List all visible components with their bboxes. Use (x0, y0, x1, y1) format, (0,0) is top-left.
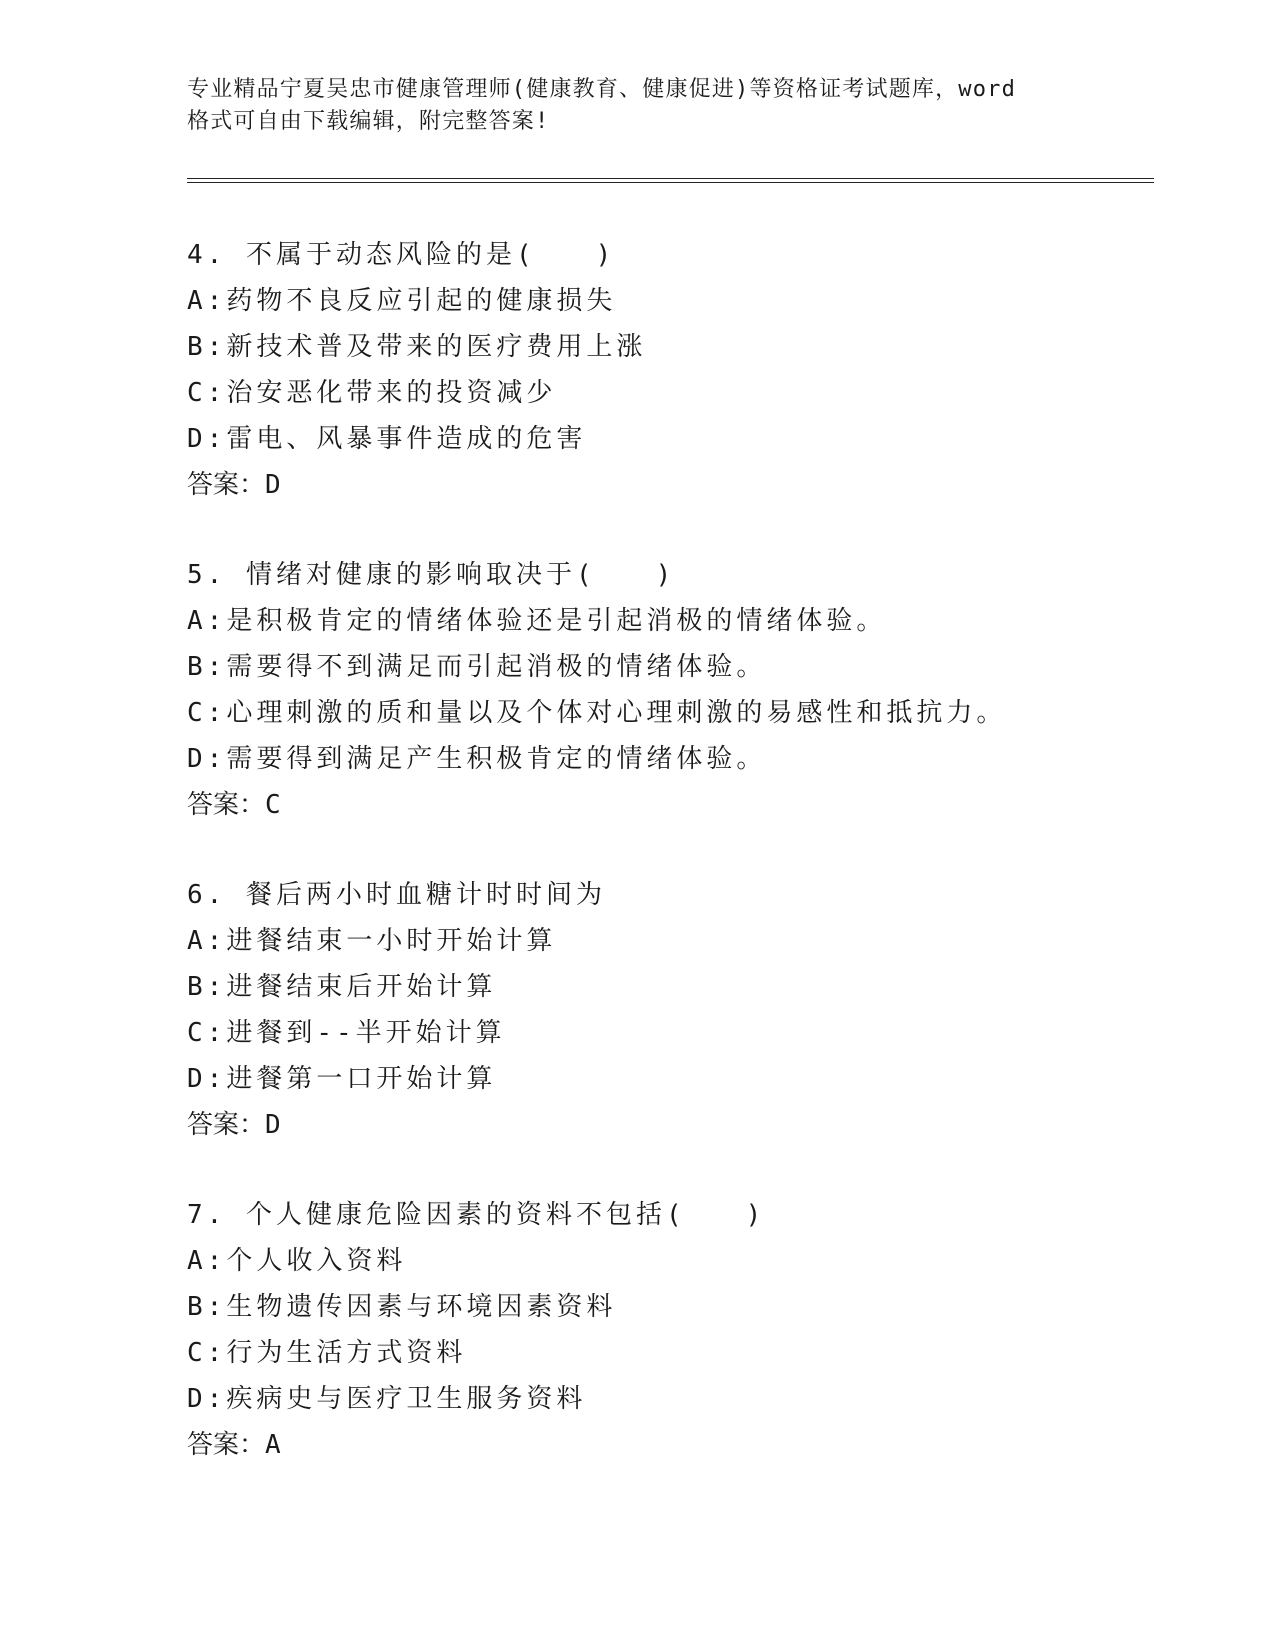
answer-value: D (265, 470, 281, 500)
option-text: 进餐结束后开始计算 (226, 972, 497, 1002)
answer-line (187, 462, 1187, 508)
option-separator: : (206, 1018, 227, 1048)
question-list (187, 232, 1187, 1512)
header-divider-bottom (187, 182, 1154, 183)
option-separator: : (206, 286, 227, 316)
answer-value: D (265, 1110, 281, 1140)
option-text: 进餐第一口开始计算 (226, 1064, 497, 1094)
header-line-1: 专业精品宁夏吴忠市健康管理师(健康教育、健康促进)等资格证考试题库，word (187, 77, 1017, 102)
option-d (187, 1056, 1187, 1102)
option-text: 新技术普及带来的医疗费用上涨 (226, 332, 647, 362)
header-divider-top (187, 178, 1154, 179)
option-separator: : (206, 698, 227, 728)
option-c (187, 690, 1187, 736)
option-b (187, 964, 1187, 1010)
option-key: A (187, 926, 207, 956)
option-b (187, 324, 1187, 370)
answer-value: C (265, 790, 281, 820)
option-a (187, 278, 1187, 324)
option-separator: : (206, 744, 227, 774)
question-stem: 7. 个人健康危险因素的资料不包括( ) (187, 1200, 766, 1230)
option-separator: : (206, 424, 227, 454)
option-text: 个人收入资料 (226, 1246, 407, 1276)
document-header (187, 74, 1067, 138)
option-text: 药物不良反应引起的健康损失 (226, 286, 617, 316)
option-key: D (187, 424, 207, 454)
option-separator: : (206, 1064, 227, 1094)
option-key: B (187, 972, 207, 1002)
option-text: 进餐到--半开始计算 (226, 1018, 506, 1048)
answer-line (187, 782, 1187, 828)
option-separator: : (206, 606, 227, 636)
answer-label: 答案： (187, 470, 266, 500)
option-b (187, 644, 1187, 690)
question-stem: 5. 情绪对健康的影响取决于( ) (187, 560, 676, 590)
option-key: D (187, 1064, 207, 1094)
option-separator: : (206, 1292, 227, 1322)
option-key: D (187, 1384, 207, 1414)
header-line-2: 格式可自由下载编辑，附完整答案! (187, 109, 550, 134)
option-text: 疾病史与医疗卫生服务资料 (226, 1384, 587, 1414)
option-d (187, 736, 1187, 782)
question-stem: 4. 不属于动态风险的是( ) (187, 240, 616, 270)
option-separator: : (206, 652, 227, 682)
option-separator: : (206, 972, 227, 1002)
option-key: B (187, 1292, 207, 1322)
option-key: B (187, 652, 207, 682)
option-text: 需要得不到满足而引起消极的情绪体验。 (226, 652, 767, 682)
question-item (187, 232, 1187, 508)
option-text: 是积极肯定的情绪体验还是引起消极的情绪体验。 (226, 606, 887, 636)
option-d (187, 416, 1187, 462)
option-key: C (187, 1018, 207, 1048)
option-key: C (187, 378, 207, 408)
answer-line (187, 1422, 1187, 1468)
answer-line (187, 1102, 1187, 1148)
question-item (187, 1192, 1187, 1468)
option-a (187, 918, 1187, 964)
answer-label: 答案： (187, 1110, 266, 1140)
option-separator: : (206, 1246, 227, 1276)
option-key: B (187, 332, 207, 362)
option-c (187, 1010, 1187, 1056)
option-key: A (187, 286, 207, 316)
answer-label: 答案： (187, 1430, 266, 1460)
option-separator: : (206, 926, 227, 956)
question-item (187, 552, 1187, 828)
option-b (187, 1284, 1187, 1330)
option-key: A (187, 606, 207, 636)
option-key: C (187, 698, 207, 728)
option-text: 生物遗传因素与环境因素资料 (226, 1292, 617, 1322)
answer-value: A (265, 1430, 281, 1460)
question-item (187, 872, 1187, 1148)
option-text: 雷电、风暴事件造成的危害 (226, 424, 587, 454)
option-text: 行为生活方式资料 (226, 1338, 467, 1368)
option-key: A (187, 1246, 207, 1276)
option-separator: : (206, 1338, 227, 1368)
question-stem: 6. 餐后两小时血糖计时时间为 (187, 880, 606, 910)
option-text: 治安恶化带来的投资减少 (226, 378, 557, 408)
option-c (187, 1330, 1187, 1376)
option-separator: : (206, 1384, 227, 1414)
answer-label: 答案： (187, 790, 266, 820)
option-key: D (187, 744, 207, 774)
option-d (187, 1376, 1187, 1422)
option-separator: : (206, 332, 227, 362)
option-c (187, 370, 1187, 416)
option-text: 需要得到满足产生积极肯定的情绪体验。 (226, 744, 767, 774)
option-text: 心理刺激的质和量以及个体对心理刺激的易感性和抵抗力。 (226, 698, 1007, 728)
option-separator: : (206, 378, 227, 408)
option-text: 进餐结束一小时开始计算 (226, 926, 557, 956)
option-a (187, 1238, 1187, 1284)
option-a (187, 598, 1187, 644)
option-key: C (187, 1338, 207, 1368)
